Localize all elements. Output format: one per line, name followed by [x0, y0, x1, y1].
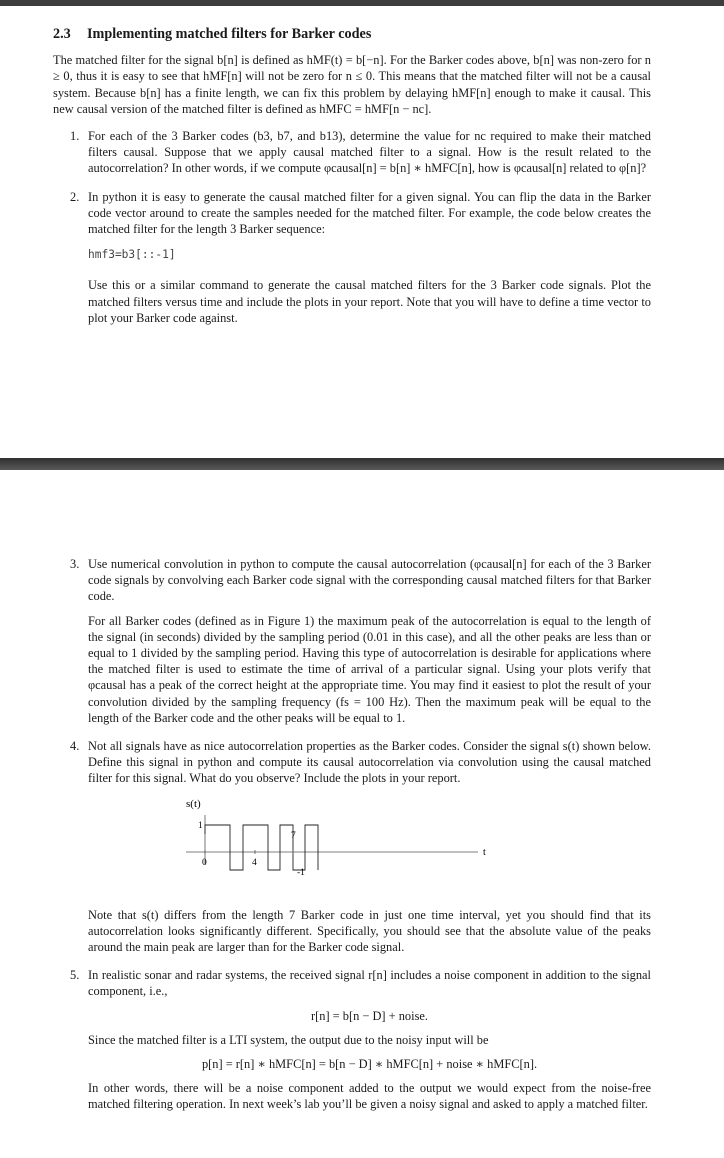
page-1 — [0, 6, 724, 458]
page-1-content — [53, 26, 651, 326]
tick-label-0: 0 — [202, 857, 207, 868]
tick-label-7: 7 — [291, 830, 296, 841]
list-marker: 3. — [70, 557, 80, 571]
code-snippet: hmf3=b3[::-1] — [88, 248, 176, 262]
list-marker: 2. — [70, 189, 80, 204]
signal-figure — [88, 795, 651, 907]
list-item-4 — [53, 738, 651, 955]
section-number: 2.3 — [53, 26, 71, 42]
list-item-5 — [53, 967, 651, 1112]
item-1-text: For each of the 3 Barker codes (b3, b7, and b13), determine the value for nc required to make their matched filters causal. Suppose that we apply causal matched filter to a signal. How is the result related to the autocorrelation? In other words, if we compute φcausal[n] = b[n] ∗ hMFC[n], how is φcausal[n] related to φ[n]? — [88, 129, 651, 176]
item-5-text: In realistic sonar and radar systems, the received signal r[n] includes a noise component in addition to the signal component, i.e., — [88, 968, 651, 999]
item-2-text: In python it is easy to generate the causal matched filter for a given signal. You can flip the data in the Barker code vector around to create the samples needed for the matched filter. For example, the code below creates the matched filter for the length 3 Barker sequence: — [88, 189, 651, 237]
figure-ylabel: s(t) — [186, 797, 201, 810]
figure-xlabel: t — [483, 846, 486, 858]
list-item-1 — [53, 128, 651, 177]
section-title: Implementing matched filters for Barker codes — [87, 26, 372, 42]
list-item-3 — [53, 556, 651, 726]
tick-label-1: 1 — [198, 820, 203, 831]
tick-label-neg1: -1 — [297, 867, 305, 878]
page-separator — [0, 458, 724, 470]
signal-plot — [148, 795, 488, 905]
item-3-text: Use numerical convolution in python to compute the causal autocorrelation (φcausal[n] for each of the 3 Barker code signals by convolving each Barker code signal with the corresponding causal matched filters for that Barker code. — [88, 557, 651, 604]
section-heading — [53, 26, 651, 42]
tick-label-4: 4 — [252, 857, 257, 868]
item-2-text-2: Use this or a similar command to generate the causal matched filters for the 3 Barker code signals. Plot the matched filters versus time and include the plots in your report. Note that you will have to define a time vector to plot your Barker code against. — [88, 278, 651, 325]
intro-paragraph: The matched filter for the signal b[n] is defined as hMF(t) = b[−n]. For the Barker codes above, b[n] was non-zero for n ≥ 0, thus it is easy to see that hMF[n] will not be zero for n ≤ 0. This means that the matched filter will not be a causal system. Because b[n] has a finite length, we can fix this problem by delaying hMF[n] enough to make it causal. This new causal version of the matched filter is defined as hMFC = hMF[n − nc]. — [53, 53, 651, 116]
item-5-text-2: Since the matched filter is a LTI system, the output due to the noisy input will be — [88, 1032, 489, 1047]
item-3-text-2: For all Barker codes (defined as in Figure 1) the maximum peak of the autocorrelation is equal to the length of the signal (in seconds) divided by the sampling period (0.01 in this case), and all the other peaks are less than or equal to 1 divided by the sampling period. Having this type of autocorrelation is desirable for applications where the matched filter is used to estimate the time of arrival of a particular signal. Using your plots verify that φcausal has a peak of the correct height at the appropriate time. You may find it easiest to plot the result of your convolution divided by the sampling frequency (fs = 100 Hz). Then the maximum peak will be equal to the length of the Barker code and the other peaks will be equal to 1. — [88, 613, 651, 725]
list-marker: 5. — [70, 968, 80, 983]
list-marker: 1. — [70, 129, 80, 144]
page-2-content — [53, 556, 651, 1113]
item-5-text-3: In other words, there will be a noise component added to the output we would expect from the noise-free matched filtering operation. In next week’s lab you’ll be given a noisy signal and asked to apply a matched filter. — [88, 1081, 651, 1112]
signal-waveform — [205, 825, 318, 870]
item-4-text-2: Note that s(t) differs from the length 7 Barker code in just one time interval, yet you should find that its autocorrelation looks significantly different. Specifically, you should see that the absolute value of the peaks around the main peak are larger than for the Barker code signal. — [88, 907, 651, 955]
page-2 — [0, 470, 724, 1158]
list-marker: 4. — [70, 739, 80, 754]
equation-received-signal: r[n] = b[n − D] + noise. — [311, 1008, 428, 1023]
item-4-text: Not all signals have as nice autocorrelation properties as the Barker codes. Consider the signal s(t) shown below. Define this signal in python and compute its causal autocorrelation via convolution using the causal matched filter for this signal. What do you observe? Include the plots in your report. — [88, 739, 651, 786]
equation-filter-output: p[n] = r[n] ∗ hMFC[n] = b[n − D] ∗ hMFC[n] + noise ∗ hMFC[n]. — [201, 1057, 538, 1072]
list-item-2 — [53, 189, 651, 326]
